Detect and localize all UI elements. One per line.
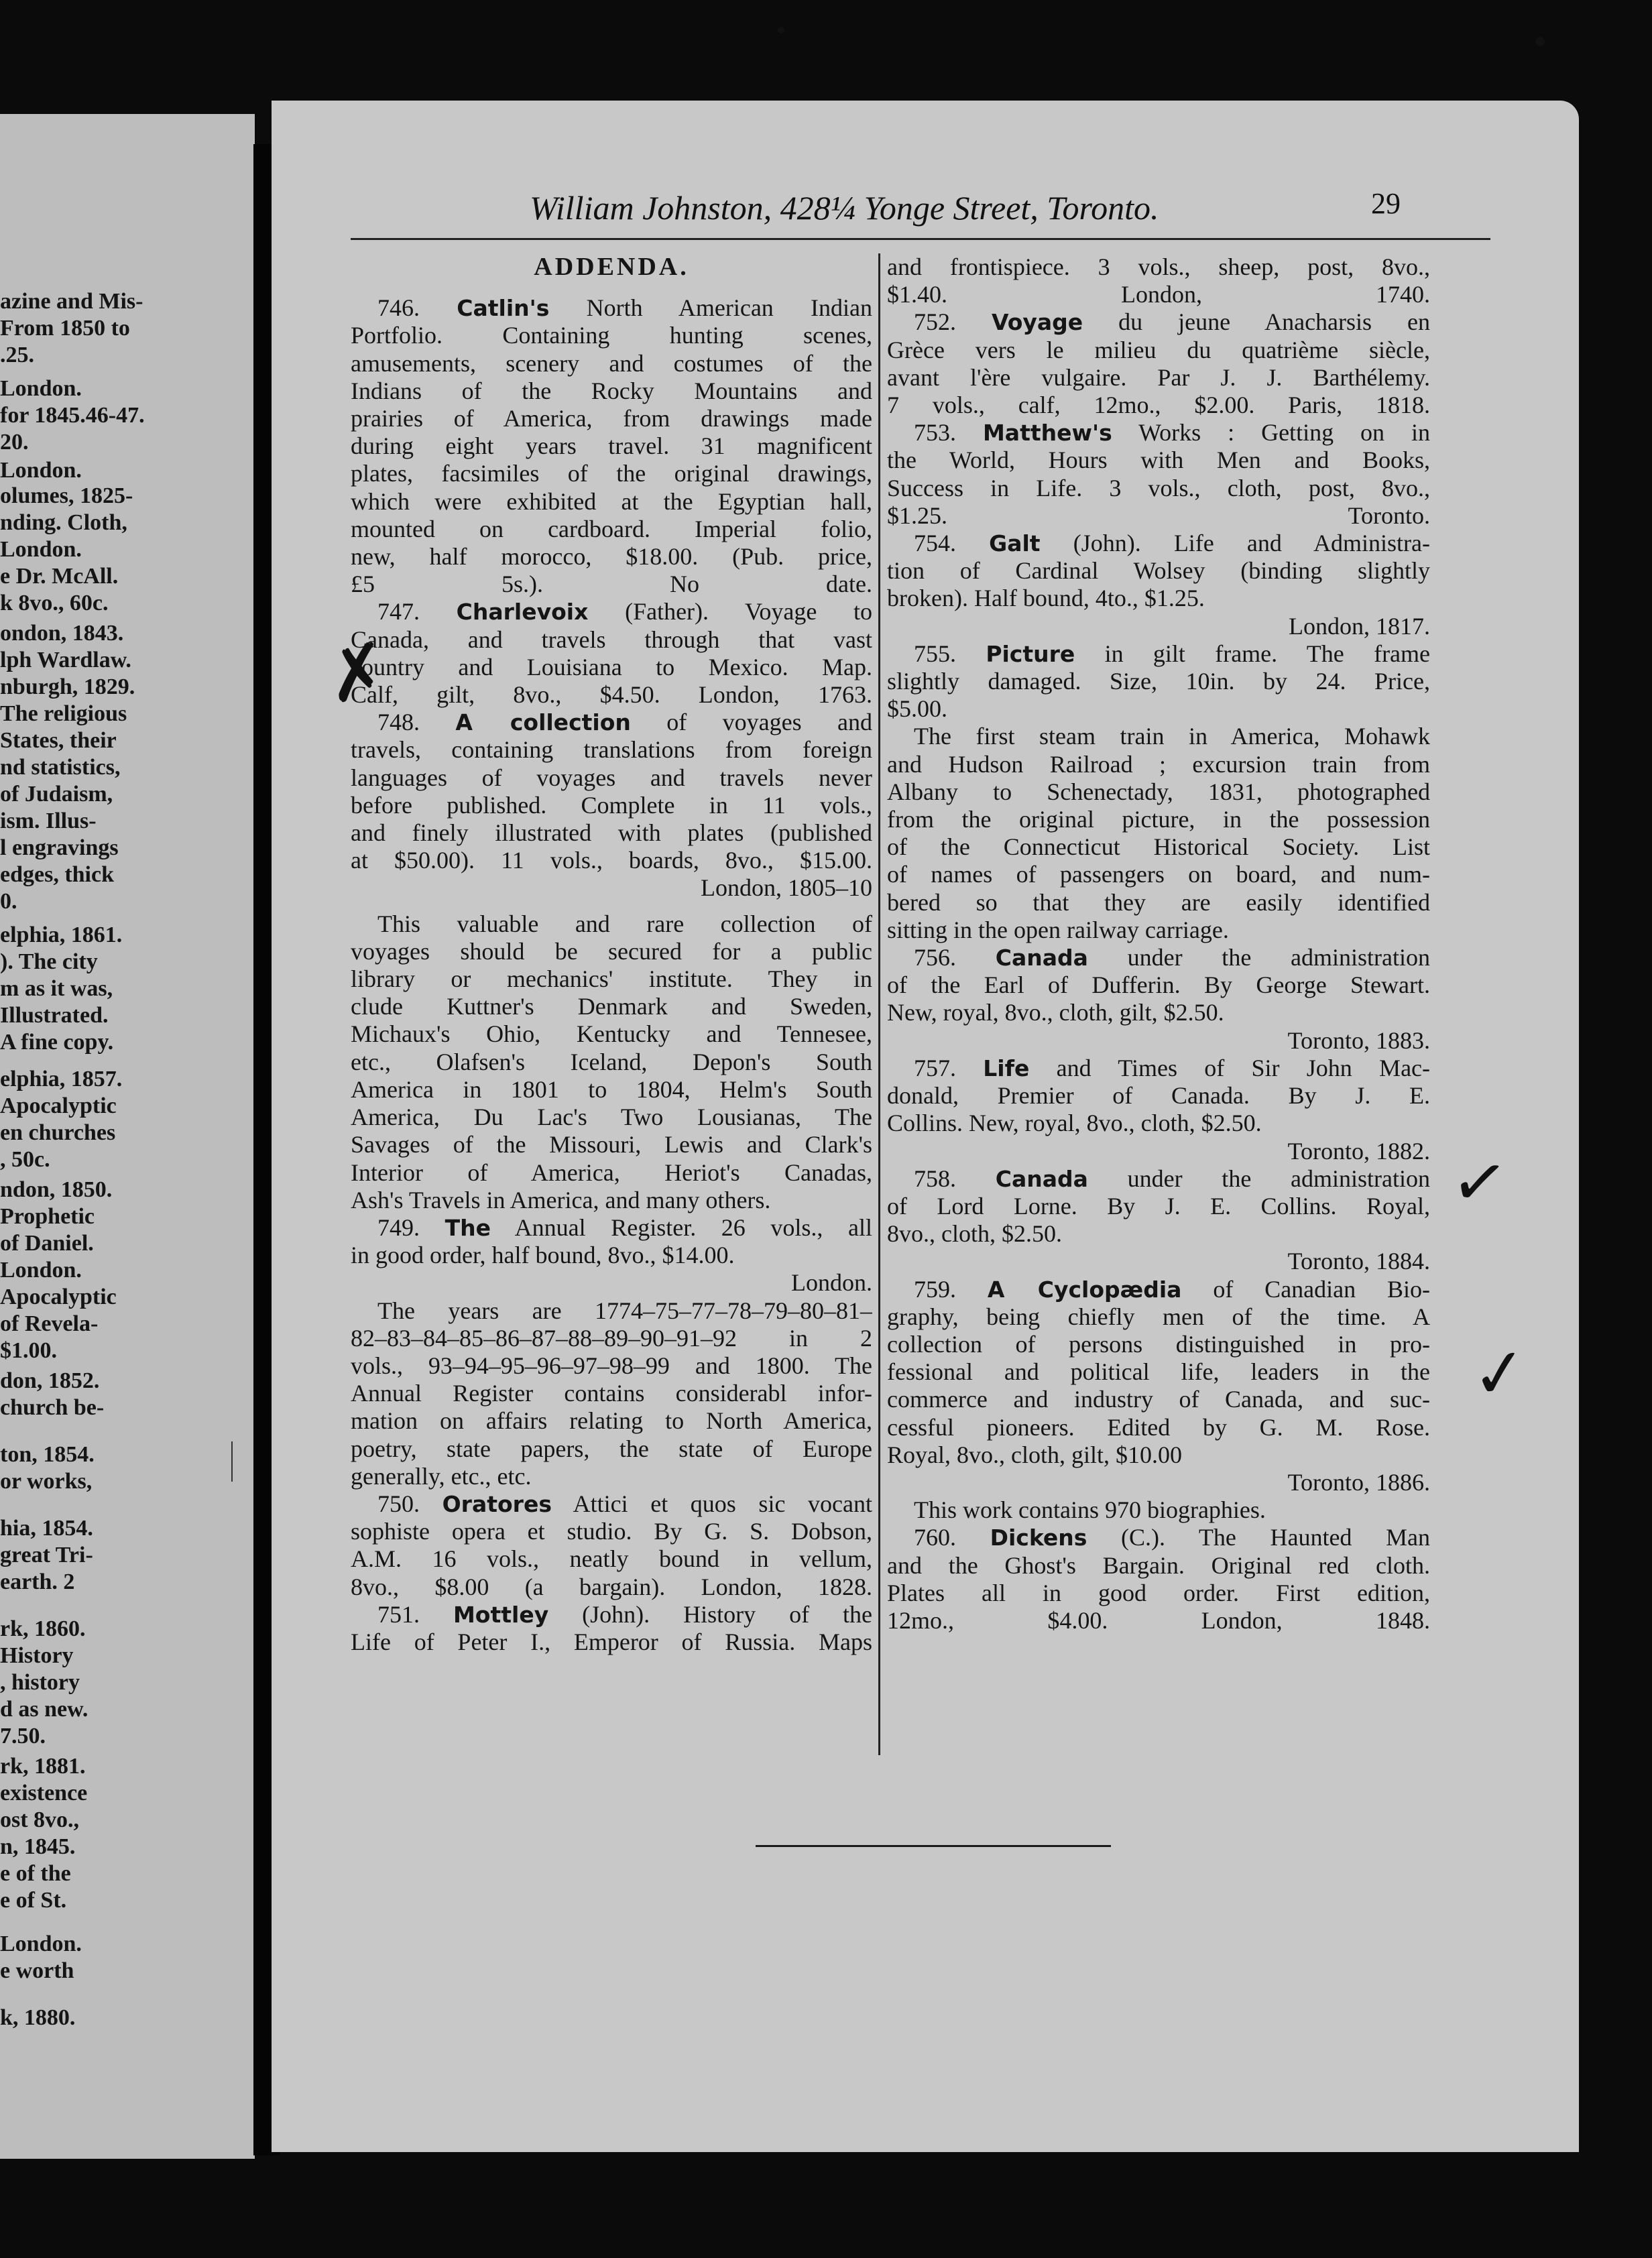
facing-page-line: History	[0, 1643, 74, 1668]
column-divider	[878, 253, 880, 1755]
facing-page-line: lph Wardlaw.	[0, 648, 131, 672]
entry-title: Oratores	[442, 1490, 552, 1517]
facing-page-line: of Revela-	[0, 1311, 99, 1336]
facing-page-line: ndon, 1850.	[0, 1177, 113, 1202]
facing-page-line: hia, 1854.	[0, 1516, 93, 1541]
facing-page-line: l engravings	[0, 835, 119, 860]
section-heading: ADDENDA.	[534, 253, 689, 281]
facing-page-line: for 1845.46-47.	[0, 403, 145, 428]
facing-page-line: Apocalyptic	[0, 1093, 117, 1118]
facing-page-line: elphia, 1861.	[0, 923, 123, 947]
facing-page-line: edges, thick	[0, 862, 114, 887]
facing-page-line: ton, 1854.	[0, 1442, 95, 1467]
entry-title: The	[445, 1214, 491, 1241]
catalogue-entry-755: 755. Picture in gilt frame. The frame slightly damaged. Size, 10in. by 24. Price, $5.00. The first steam train in America, Mohawk and Hudson Railroad ; excursion train from Albany to Schenectady, 1831, photographed from the original picture, in the possession of the Connecticut Historical Society. List of names of passengers on board, and num- bered so that they are easily identified sitting in the open railway carriage.	[887, 640, 1430, 943]
catalogue-entry-750: 750. Oratores Attici et quos sic vocant sophiste opera et studio. By G. S. Dobson, A.M. 16 vols., neatly bound in vellum, 8vo., $8.00 (a bargain). London, 1828.	[351, 1490, 872, 1600]
left-column	[351, 253, 872, 1656]
handwritten-check-mark-icon: ✓	[1468, 1331, 1532, 1416]
catalogue-page	[272, 101, 1579, 2152]
catalogue-entry-757: 757. Life and Times of Sir John Mac- donald, Premier of Canada. By J. E. Collins. New, royal, 8vo., cloth, $2.50. Toronto, 1882.	[887, 1054, 1430, 1165]
facing-page-line: n, 1845.	[0, 1834, 76, 1859]
facing-page-line: earth. 2	[0, 1569, 75, 1594]
entry-title: Matthew's	[982, 420, 1112, 447]
catalogue-entry-751: 751. Mottley (John). History of the Life of Peter I., Emperor of Russia. Maps	[351, 1600, 872, 1655]
facing-page-line: nd statistics,	[0, 755, 121, 780]
facing-page-line: k 8vo., 60c.	[0, 591, 109, 615]
facing-page-line: From 1850 to	[0, 316, 130, 341]
facing-page-line: e Dr. McAll.	[0, 564, 119, 589]
facing-page-fragment	[0, 114, 255, 2159]
facing-page-line: A fine copy.	[0, 1030, 114, 1055]
entry-title: Voyage	[991, 309, 1083, 336]
right-column	[887, 253, 1430, 1635]
bottom-rule	[756, 1845, 1111, 1847]
catalogue-entry-746: 746. Catlin's North American Indian Portfolio. Containing hunting scenes, amusements, scenery and costumes of the Indians of the Rocky Mountains and prairies of America, from drawings made during eight years travel. 31 magnificent plates, facsimiles of the original drawings, which were exhibited at the Egyptian hall, mounted on cardboard. Imperial folio, new, half morocco, $18.00. (Pub. price, £5 5s.). No date.	[351, 294, 872, 598]
facing-page-line: e worth	[0, 1958, 74, 1983]
facing-page-line: great Tri-	[0, 1543, 93, 1567]
catalogue-entry-749: 749. The Annual Register. 26 vols., all in good order, half bound, 8vo., $14.00. London. The years are 1774–75–77–78–79–80–81– 82–83–84–85–86–87–88–89–90–91–92 in 2 vols., 93–94–95–96–97–98–99 and 1800. The Annual Register contains considerabl infor- mation on affairs relating to North America, poetry, state papers, the state of Europe generally, etc., etc.	[351, 1213, 872, 1490]
catalogue-entry-754: 754. Galt (John). Life and Administra- tion of Cardinal Wolsey (binding slightly broken). Half bound, 4to., $1.25. London, 1817.	[887, 530, 1430, 640]
catalogue-entry-753: 753. Matthew's Works : Getting on in the World, Hours with Men and Books, Success in Life. 3 vols., cloth, post, 8vo., $1.25. Toronto.	[887, 419, 1430, 529]
facing-page-line: en churches	[0, 1120, 116, 1145]
entry-number: 746.	[377, 294, 420, 322]
catalogue-entry-759: 759. A Cyclopædia of Canadian Bio- graphy, being chiefly men of the time. A collection of persons distinguished in pro- fessional and political life, leaders in the commerce and industry of Canada, and suc- cessful pioneers. Edited by G. M. Rose. Royal, 8vo., cloth, gilt, $10.00 Toronto, 1886. This work contains 970 biographies.	[887, 1275, 1430, 1524]
facing-page-line: rk, 1860.	[0, 1616, 86, 1641]
catalogue-entry-748: 748. A collection of voyages and travels, containing translations from foreign languages of voyages and travels never before published. Complete in 11 vols., and finely illustrated with plates (published at $50.00). 11 vols., boards, 8vo., $15.00. London, 1805–10 This valuable and rare collection of voyages should be secured for a public library or mechanics' institute. They in clude Kuttner's Denmark and Sweden, Michaux's Ohio, Kentucky and Tennesee, etc., Olafsen's Iceland, Depon's South America in 1801 to 1804, Helm's South America, Du Lac's Two Lousianas, The Savages of the Missouri, Lewis and Clark's Interior of America, Heriot's Canadas, Ash's Travels in America, and many others.	[351, 709, 872, 1213]
facing-page-line: d as new.	[0, 1697, 88, 1722]
facing-page-line: olumes, 1825-	[0, 483, 133, 508]
facing-page-line: e of the	[0, 1861, 71, 1886]
entry-title: A Cyclopædia	[987, 1276, 1182, 1303]
facing-page-line: London.	[0, 537, 82, 562]
entry-title: Catlin's	[457, 295, 550, 322]
entry-title: Charlevoix	[456, 599, 589, 626]
facing-page-line: 20.	[0, 430, 29, 455]
entry-title: Galt	[989, 530, 1041, 557]
entry-title: Canada	[995, 945, 1088, 971]
entry-title: A collection	[455, 709, 631, 736]
entry-title: Mottley	[453, 1601, 549, 1628]
entry-title: Dickens	[990, 1525, 1087, 1551]
facing-page-line: existence	[0, 1781, 88, 1805]
catalogue-entry-752: 752. Voyage du jeune Anacharsis en Grèce vers le milieu du quatrième siècle, avant l'ère vulgaire. Par J. J. Barthélemy. 7 vols., calf, 12mo., $2.00. Paris, 1818.	[887, 308, 1430, 419]
facing-page-line: London.	[0, 1932, 82, 1956]
facing-page-line: Apocalyptic	[0, 1285, 117, 1309]
facing-page-line: ondon, 1843.	[0, 621, 124, 646]
facing-page-line: e of St.	[0, 1888, 67, 1913]
facing-page-line: of Judaism,	[0, 782, 113, 807]
facing-page-line: States, their	[0, 728, 117, 753]
facing-page-line: ost 8vo.,	[0, 1807, 80, 1832]
entry-title: Canada	[995, 1165, 1088, 1192]
scan-speck	[778, 27, 784, 34]
entry-title: Life	[983, 1055, 1030, 1081]
catalogue-entry-760: 760. Dickens (C.). The Haunted Man and the Ghost's Bargain. Original red cloth. Plates all in good order. First edition, 12mo., $4.00. London, 1848.	[887, 1524, 1430, 1634]
facing-page-line: of Daniel.	[0, 1231, 94, 1256]
facing-page-line: 7.50.	[0, 1724, 46, 1748]
facing-page-line: elphia, 1857.	[0, 1067, 123, 1091]
facing-page-line: ism. Illus-	[0, 809, 97, 833]
page-number: 29	[1371, 187, 1401, 220]
facing-page-line: Prophetic	[0, 1204, 95, 1229]
facing-page-line: nding. Cloth,	[0, 510, 127, 535]
facing-page-line: , 50c.	[0, 1147, 50, 1172]
facing-page-line: , history	[0, 1670, 80, 1695]
gutter-crease	[231, 1441, 255, 1482]
facing-page-line: London.	[0, 458, 82, 483]
header-rule	[351, 238, 1490, 240]
catalogue-entry-756: 756. Canada under the administration of the Earl of Dufferin. By George Stewart. New, royal, 8vo., cloth, gilt, $2.50. Toronto, 1883.	[887, 944, 1430, 1054]
facing-page-line: rk, 1881.	[0, 1754, 86, 1779]
facing-page-line: azine and Mis-	[0, 289, 143, 314]
scan-speck	[1535, 37, 1545, 46]
facing-page-line: .25.	[0, 343, 34, 367]
facing-page-line: The religious	[0, 701, 127, 726]
catalogue-entry-758: 758. Canada under the administration of Lord Lorne. By J. E. Collins. Royal, 8vo., cloth, $2.50. Toronto, 1884.	[887, 1165, 1430, 1275]
catalogue-entry-747: 747. Charlevoix (Father). Voyage to Canada, and travels through that vast country and Louisiana to Mexico. Map. Calf, gilt, 8vo., $4.50. London, 1763.	[351, 598, 872, 709]
handwritten-x-mark-icon: ✗	[319, 625, 396, 721]
facing-page-line: m as it was,	[0, 976, 113, 1001]
running-header: William Johnston, 428¼ Yonge Street, Toronto.	[530, 189, 1159, 227]
facing-page-line: k, 1880.	[0, 2005, 76, 2030]
handwritten-check-mark-icon: ✓	[1446, 1139, 1513, 1226]
facing-page-line: nburgh, 1829.	[0, 674, 135, 699]
facing-page-line: or works,	[0, 1469, 93, 1494]
facing-page-line: ). The city	[0, 949, 98, 974]
facing-page-line: $1.00.	[0, 1338, 57, 1363]
facing-page-line: London.	[0, 376, 82, 401]
facing-page-line: Illustrated.	[0, 1003, 109, 1028]
facing-page-line: don, 1852.	[0, 1368, 100, 1393]
entry-title: Picture	[986, 640, 1075, 667]
facing-page-line: 0.	[0, 889, 17, 914]
facing-page-line: London.	[0, 1258, 82, 1283]
catalogue-entry-751-continued: and frontispiece. 3 vols., sheep, post, 8vo., $1.40. London, 1740.	[887, 253, 1430, 308]
facing-page-line: church be-	[0, 1395, 105, 1420]
